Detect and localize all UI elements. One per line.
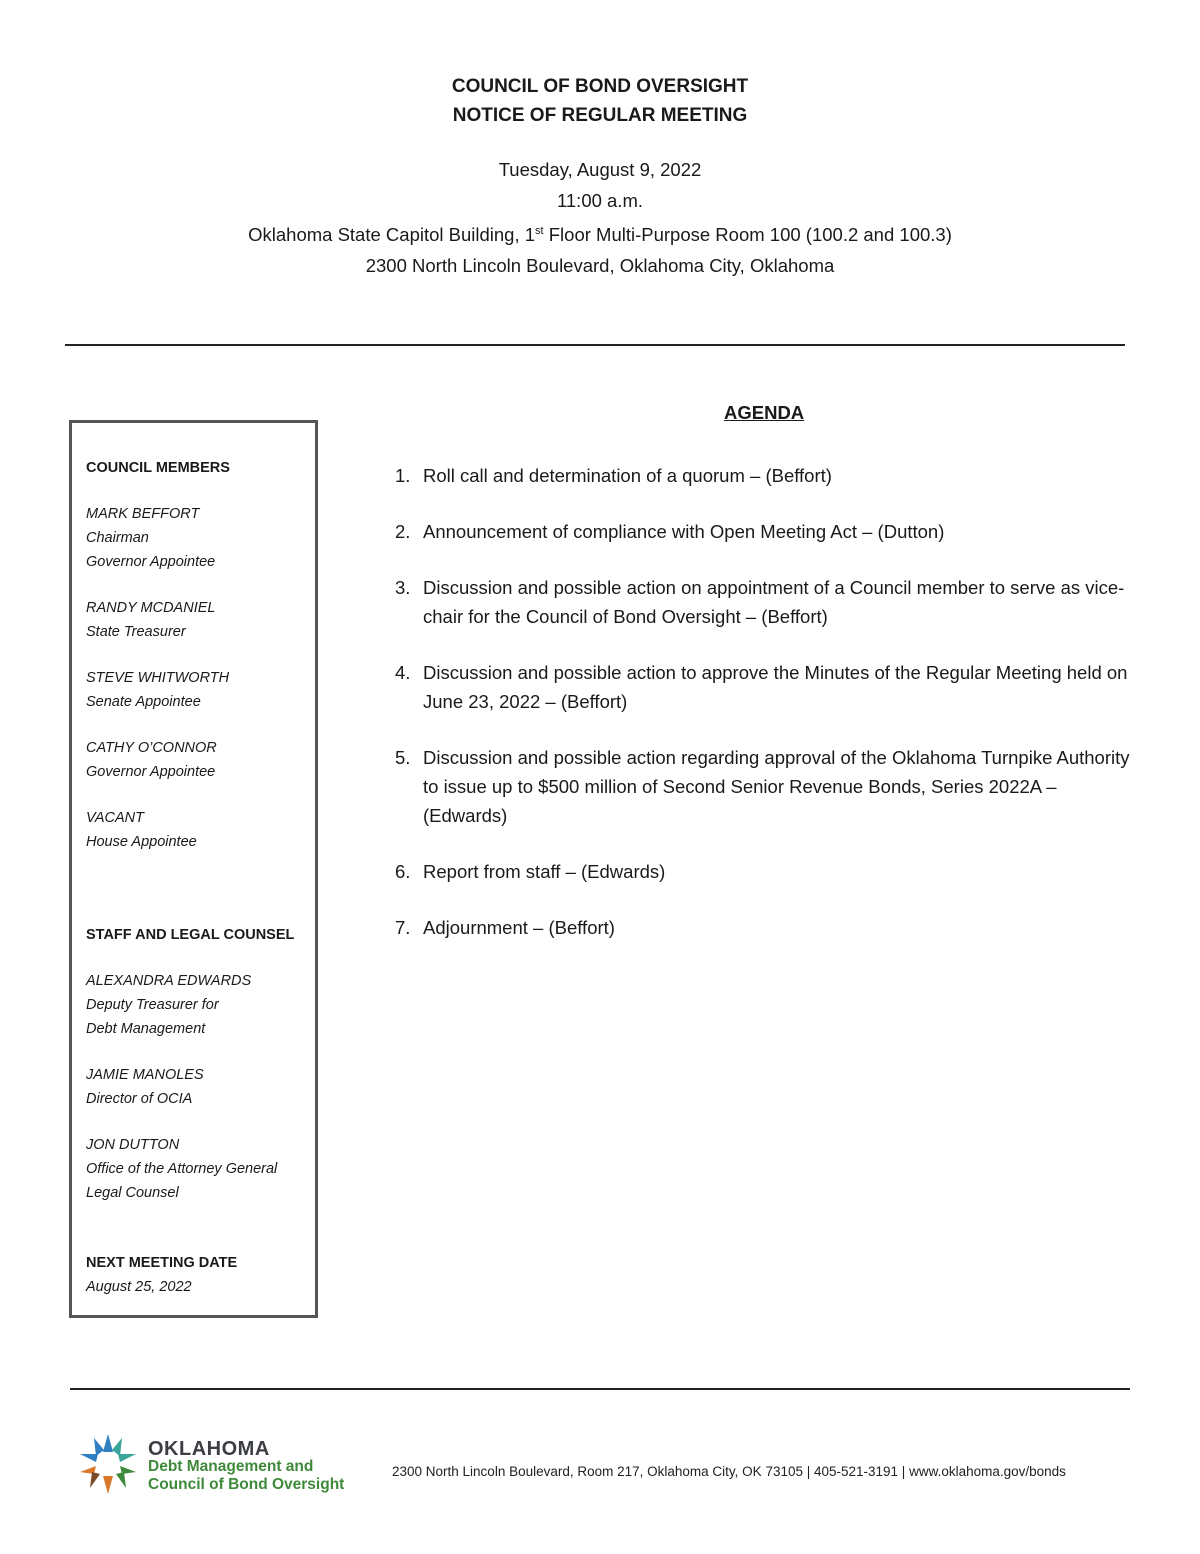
- sidebar-box: [69, 420, 318, 1318]
- council-role: Governor Appointee: [86, 554, 216, 570]
- agenda-item-number: 6.: [395, 861, 411, 882]
- council-entry: [86, 736, 309, 784]
- location-text: Oklahoma State Capitol Building, 1: [248, 224, 536, 246]
- meeting-details: [0, 155, 1200, 281]
- location-superscript: st: [535, 225, 544, 237]
- agenda-item-number: 5.: [395, 747, 411, 768]
- council-entry: [86, 666, 309, 714]
- logo-line-2: Debt Management and: [148, 1458, 314, 1475]
- council-name: MARK BEFFORT: [86, 506, 200, 522]
- meeting-address: 2300 North Lincoln Boulevard, Oklahoma City, Oklahoma: [365, 254, 835, 276]
- oklahoma-logo: [76, 1430, 366, 1500]
- agenda-item-text: Announcement of compliance with Open Meeting Act – (Dutton): [423, 521, 945, 542]
- council-role: House Appointee: [86, 834, 197, 850]
- meeting-time: 11:00 a.m.: [556, 189, 644, 211]
- council-name: CATHY O’CONNOR: [86, 740, 217, 756]
- council-members-list: [86, 502, 309, 854]
- staff-heading: STAFF AND LEGAL COUNSEL: [86, 927, 295, 943]
- next-meeting-date: August 25, 2022: [86, 1279, 192, 1295]
- council-role: Chairman: [86, 530, 149, 546]
- council-role: Senate Appointee: [86, 694, 201, 710]
- staff-name: JAMIE MANOLES: [86, 1067, 204, 1083]
- agenda-item: [395, 913, 1130, 942]
- council-name: RANDY MCDANIEL: [86, 600, 216, 616]
- agenda-item-text: Discussion and possible action on appointment of a Council member to serve as vice-chair for the Council of Bond Oversight – (Beffort): [423, 577, 1125, 627]
- agenda-item-number: 3.: [395, 577, 411, 598]
- agenda-item-number: 1.: [395, 465, 411, 486]
- document-title: [0, 72, 1200, 130]
- footer-contact: 2300 North Lincoln Boulevard, Room 217, Oklahoma City, OK 73105 | 405-521-3191 | www.oklahoma.gov/bonds: [392, 1464, 1066, 1479]
- agenda-item: [395, 517, 1130, 546]
- staff-role: Debt Management: [86, 1021, 206, 1037]
- agenda-item-text: Discussion and possible action to approve the Minutes of the Regular Meeting held on June 23, 2022 – (Beffort): [423, 662, 1128, 712]
- logo-oklahoma: OKLAHOMA: [148, 1438, 270, 1460]
- staff-role: Deputy Treasurer for: [86, 997, 219, 1013]
- council-role: State Treasurer: [86, 624, 186, 640]
- logo-text: [148, 1440, 344, 1494]
- staff-list: [86, 969, 309, 1205]
- staff-entry: [86, 969, 309, 1041]
- agenda-item-text: Report from staff – (Edwards): [423, 861, 666, 882]
- council-role: Governor Appointee: [86, 764, 216, 780]
- agenda-item-number: 7.: [395, 917, 411, 938]
- star-logo-icon: [76, 1432, 140, 1496]
- agenda-list: [395, 461, 1130, 969]
- next-meeting-heading: NEXT MEETING DATE: [86, 1255, 238, 1271]
- agenda-item-number: 2.: [395, 521, 411, 542]
- agenda-item: [395, 857, 1130, 886]
- agenda-item: [395, 743, 1130, 830]
- council-entry: [86, 806, 309, 854]
- agenda-item: [395, 573, 1130, 631]
- agenda-item-number: 4.: [395, 662, 411, 683]
- agenda-item-text: Adjournment – (Beffort): [423, 917, 615, 938]
- staff-role: Director of OCIA: [86, 1091, 193, 1107]
- staff-entry: [86, 1063, 309, 1111]
- council-members-heading: COUNCIL MEMBERS: [86, 460, 230, 476]
- agenda-item: [395, 658, 1130, 716]
- council-name: VACANT: [86, 810, 145, 826]
- council-name: STEVE WHITWORTH: [86, 670, 230, 686]
- location-text-rest: Floor Multi-Purpose Room 100 (100.2 and 100.3): [543, 224, 952, 246]
- agenda-item: [395, 461, 1130, 490]
- staff-role: Legal Counsel: [86, 1185, 179, 1201]
- staff-entry: [86, 1133, 309, 1205]
- council-entry: [86, 502, 309, 574]
- staff-role: Office of the Attorney General: [86, 1161, 278, 1177]
- top-divider: [65, 344, 1125, 346]
- agenda-item-text: Roll call and determination of a quorum – (Beffort): [423, 465, 832, 486]
- title-line-1: COUNCIL OF BOND OVERSIGHT: [451, 76, 749, 97]
- logo-line-3: Council of Bond Oversight: [148, 1476, 345, 1493]
- meeting-date: Tuesday, August 9, 2022: [498, 159, 702, 180]
- staff-name: ALEXANDRA EDWARDS: [86, 973, 252, 989]
- agenda-heading: AGENDA: [724, 402, 805, 423]
- bottom-divider: [70, 1388, 1130, 1390]
- staff-name: JON DUTTON: [86, 1137, 180, 1153]
- council-entry: [86, 596, 309, 644]
- meeting-location: [0, 216, 1200, 251]
- agenda-item-text: Discussion and possible action regarding approval of the Oklahoma Turnpike Authority to issue up to $500 million of Second Senior Revenue Bonds, Series 2022A – (Edwards): [423, 747, 1130, 826]
- title-line-2: NOTICE OF REGULAR MEETING: [452, 105, 748, 126]
